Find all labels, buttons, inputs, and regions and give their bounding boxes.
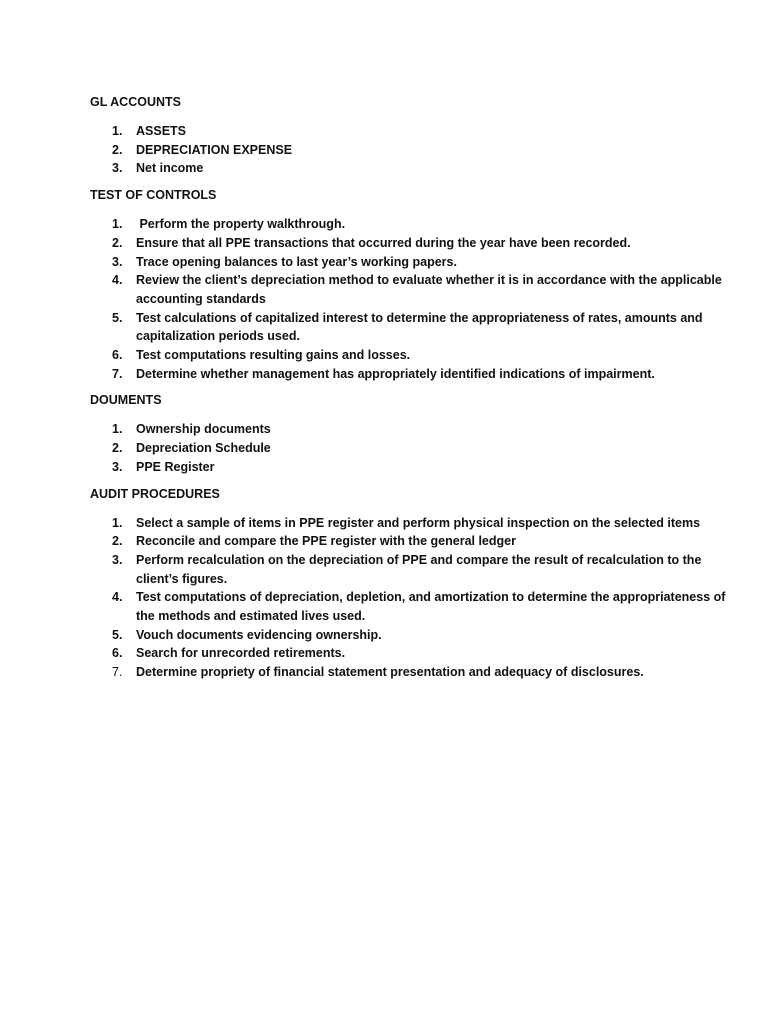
item-text: DEPRECIATION EXPENSE	[136, 142, 293, 157]
list-item	[90, 234, 730, 253]
item-number: 2.	[112, 441, 123, 456]
list-item	[90, 141, 730, 160]
section-test-of-controls	[90, 187, 730, 383]
item-number: 6.	[112, 348, 123, 363]
item-text: Search for unrecorded retirements.	[136, 646, 346, 661]
section-heading: DOUMENTS	[90, 393, 162, 408]
item-text: Net income	[136, 161, 204, 176]
list-item	[90, 663, 730, 682]
item-number: 1.	[112, 422, 123, 437]
item-number: 1.	[112, 515, 123, 530]
section-documents	[90, 392, 730, 476]
item-text: Select a sample of items in PPE register and perform physical inspection on the selected items	[136, 515, 701, 530]
item-text: Perform recalculation on the depreciation of PPE and compare the result of recalculation to the client’s figures.	[136, 552, 702, 586]
document-page	[90, 94, 730, 691]
item-number: 4.	[112, 273, 123, 288]
numbered-list	[90, 122, 730, 178]
item-number: 4.	[112, 590, 123, 605]
item-text: Test computations of depreciation, depletion, and amortization to determine the appropriateness of the methods and estimated lives used.	[136, 590, 726, 624]
numbered-list	[90, 514, 730, 682]
list-item	[90, 159, 730, 178]
list-item	[90, 346, 730, 365]
item-text: Review the client’s depreciation method to evaluate whether it is in accordance with the applicable accounting standards	[136, 273, 722, 306]
item-text: Test calculations of capitalized interest to determine the appropriateness of rates, amounts and capitalization periods used.	[136, 310, 703, 344]
item-text: Ensure that all PPE transactions that occurred during the year have been recorded.	[136, 235, 631, 250]
list-item	[90, 420, 730, 439]
item-number: 2.	[112, 534, 123, 549]
item-number: 5.	[112, 310, 123, 325]
list-item	[90, 215, 730, 234]
list-item	[90, 439, 730, 458]
item-number: 7.	[112, 366, 123, 381]
list-item	[90, 122, 730, 141]
list-item	[90, 532, 730, 551]
item-number: 3.	[112, 459, 123, 474]
numbered-list	[90, 215, 730, 383]
item-text: Ownership documents	[136, 422, 271, 437]
item-number: 5.	[112, 627, 123, 642]
numbered-list	[90, 420, 730, 476]
item-number: 3.	[112, 254, 123, 269]
item-number: 7.	[112, 665, 123, 680]
section-heading: GL ACCOUNTS	[90, 95, 181, 109]
section-audit-procedures	[90, 486, 730, 682]
section-heading: AUDIT PROCEDURES	[90, 486, 220, 501]
list-item	[90, 588, 730, 625]
item-text: Perform the property walkthrough.	[136, 217, 346, 232]
item-number: 2.	[112, 235, 123, 250]
item-number: 3.	[112, 161, 123, 176]
list-item	[90, 271, 730, 308]
item-number: 1.	[112, 217, 123, 232]
item-text: Test computations resulting gains and losses.	[136, 348, 411, 363]
item-text: Determine propriety of financial statement presentation and adequacy of disclosures.	[136, 665, 644, 680]
section-heading: TEST OF CONTROLS	[90, 188, 217, 203]
list-item	[90, 253, 730, 272]
list-item	[90, 644, 730, 663]
item-number: 2.	[112, 142, 123, 157]
item-text: Depreciation Schedule	[136, 441, 271, 456]
item-number: 1.	[112, 124, 123, 138]
list-item	[90, 365, 730, 384]
list-item	[90, 458, 730, 477]
item-text: Trace opening balances to last year’s working papers.	[136, 254, 457, 269]
list-item	[90, 514, 730, 533]
list-item	[90, 551, 730, 588]
item-number: 3.	[112, 552, 123, 567]
item-text: ASSETS	[136, 124, 187, 138]
item-text: Determine whether management has appropriately identified indications of impairment.	[136, 366, 655, 381]
item-number: 6.	[112, 646, 123, 661]
list-item	[90, 626, 730, 645]
item-text: Vouch documents evidencing ownership.	[136, 627, 382, 642]
section-gl-accounts	[90, 94, 730, 178]
item-text: Reconcile and compare the PPE register with the general ledger	[136, 534, 516, 549]
list-item	[90, 309, 730, 346]
item-text: PPE Register	[136, 459, 215, 474]
